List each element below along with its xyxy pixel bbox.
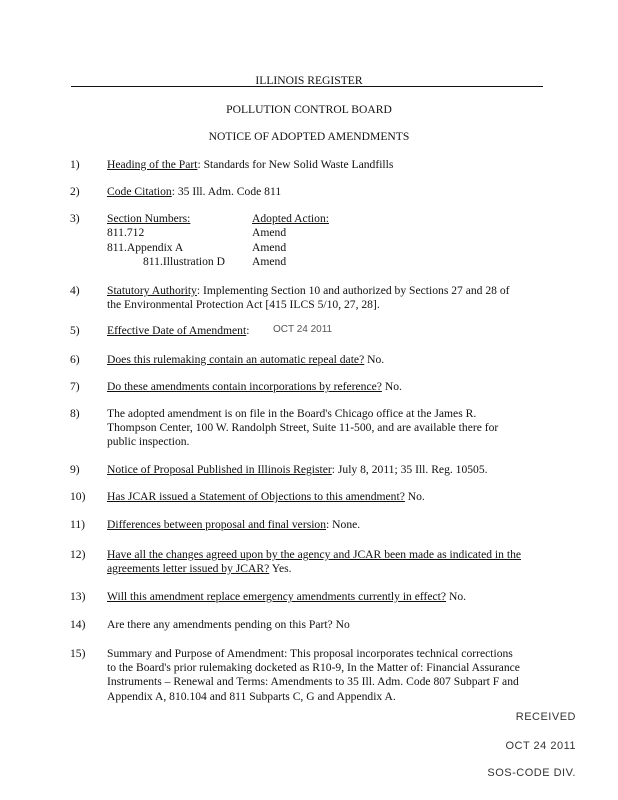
section-numbers-header: Section Numbers: xyxy=(107,212,191,225)
item-number: 8) xyxy=(70,407,80,420)
header-rule xyxy=(71,86,543,87)
item-text: No xyxy=(332,618,350,631)
item-text: : xyxy=(246,324,250,337)
item-number: 9) xyxy=(70,463,80,476)
item-text: No. xyxy=(446,590,467,603)
item-13 xyxy=(107,590,466,603)
item-label: agreements letter issued by JCAR? xyxy=(107,562,270,575)
item-text: : Standards for New Solid Waste Landfills xyxy=(197,158,394,171)
item-number: 10) xyxy=(70,490,86,503)
item-14 xyxy=(107,618,350,631)
item-label: Does this rulemaking contain an automatic repeal date? xyxy=(107,353,365,366)
item-number: 4) xyxy=(70,284,80,297)
item-4 xyxy=(107,284,510,297)
section-number: 811.Appendix A xyxy=(107,241,184,254)
effective-date-stamp: OCT 24 2011 xyxy=(273,324,333,335)
item-label: Will this amendment replace emergency amendments currently in effect? xyxy=(107,590,447,603)
section-number: 811.Illustration D xyxy=(143,255,226,268)
item-number: 15) xyxy=(70,647,86,660)
item-12 xyxy=(107,562,292,575)
item-text: : None. xyxy=(326,518,361,531)
item-1 xyxy=(107,158,393,171)
item-label: Notice of Proposal Published in Illinois Register xyxy=(107,463,332,476)
received-stamp: RECEIVED xyxy=(515,711,576,723)
item-label: Summary and Purpose of Amendment xyxy=(107,647,285,660)
item-7 xyxy=(107,380,402,393)
item-number: 11) xyxy=(70,518,86,531)
item-label: Effective Date of Amendment xyxy=(107,324,247,337)
item-text: the Environmental Protection Act [415 ILCS 5/10, 27, 28]. xyxy=(107,298,380,311)
item-5 xyxy=(107,324,249,337)
item-label: Have all the changes agreed upon by the agency and JCAR been made as indicated in the xyxy=(107,548,522,561)
item-number: 5) xyxy=(70,324,80,337)
item-11 xyxy=(107,518,360,531)
item-text: No. xyxy=(364,353,385,366)
item-text: to the Board's prior rulemaking docketed as R10-9, In the Matter of: Financial Assurance xyxy=(107,661,520,674)
section-action: Amend xyxy=(252,241,287,254)
adopted-action-header: Adopted Action: xyxy=(252,212,329,225)
agency-title: POLLUTION CONTROL BOARD xyxy=(226,103,392,116)
received-date-stamp: OCT 24 2011 xyxy=(505,740,576,752)
item-text: : This proposal incorporates technical corrections xyxy=(284,647,513,660)
item-number: 2) xyxy=(70,185,80,198)
item-label: Code Citation xyxy=(107,185,172,198)
item-text: Appendix A, 810.104 and 811 Subparts C, G and Appendix A. xyxy=(107,690,396,703)
item-text: The adopted amendment is on file in the Board's Chicago office at the James R. xyxy=(107,407,477,420)
item-text: : July 8, 2011; 35 Ill. Reg. 10505. xyxy=(331,463,488,476)
item-number: 7) xyxy=(70,380,80,393)
item-label: Statutory Authority xyxy=(107,284,197,297)
item-label: Has JCAR issued a Statement of Objections to this amendment? xyxy=(107,490,405,503)
section-number: 811.712 xyxy=(107,226,145,239)
item-text: public inspection. xyxy=(107,435,190,448)
section-action: Amend xyxy=(252,255,287,268)
item-number: 1) xyxy=(70,158,80,171)
register-title: ILLINOIS REGISTER xyxy=(255,74,363,87)
item-text: Instruments – Renewal and Terms: Amendments to 35 Ill. Adm. Code 807 Subpart F and xyxy=(107,675,519,688)
item-15 xyxy=(107,647,513,660)
item-number: 13) xyxy=(70,590,86,603)
item-label: Differences between proposal and final version xyxy=(107,518,327,531)
item-number: 6) xyxy=(70,353,80,366)
item-text: Thompson Center, 100 W. Randolph Street, Suite 11-500, and are available there for xyxy=(107,421,499,434)
item-10 xyxy=(107,490,425,503)
item-label: Are there any amendments pending on this Part? xyxy=(107,618,333,631)
item-number: 14) xyxy=(70,618,86,631)
section-action: Amend xyxy=(252,226,287,239)
item-number: 3) xyxy=(70,212,80,225)
item-text: : 35 Ill. Adm. Code 811 xyxy=(171,185,282,198)
item-9 xyxy=(107,463,488,476)
item-text: No. xyxy=(404,490,425,503)
item-text: No. xyxy=(381,380,402,393)
item-text: Yes. xyxy=(269,562,292,575)
item-number: 12) xyxy=(70,548,86,561)
item-label: Do these amendments contain incorporations by reference? xyxy=(107,380,382,393)
item-label: Heading of the Part xyxy=(107,158,198,171)
division-stamp: SOS-CODE DIV. xyxy=(487,767,576,779)
item-2 xyxy=(107,185,281,198)
notice-title: NOTICE OF ADOPTED AMENDMENTS xyxy=(208,130,410,143)
item-text: : Implementing Section 10 and authorized by Sections 27 and 28 of xyxy=(196,284,510,297)
item-6 xyxy=(107,353,384,366)
